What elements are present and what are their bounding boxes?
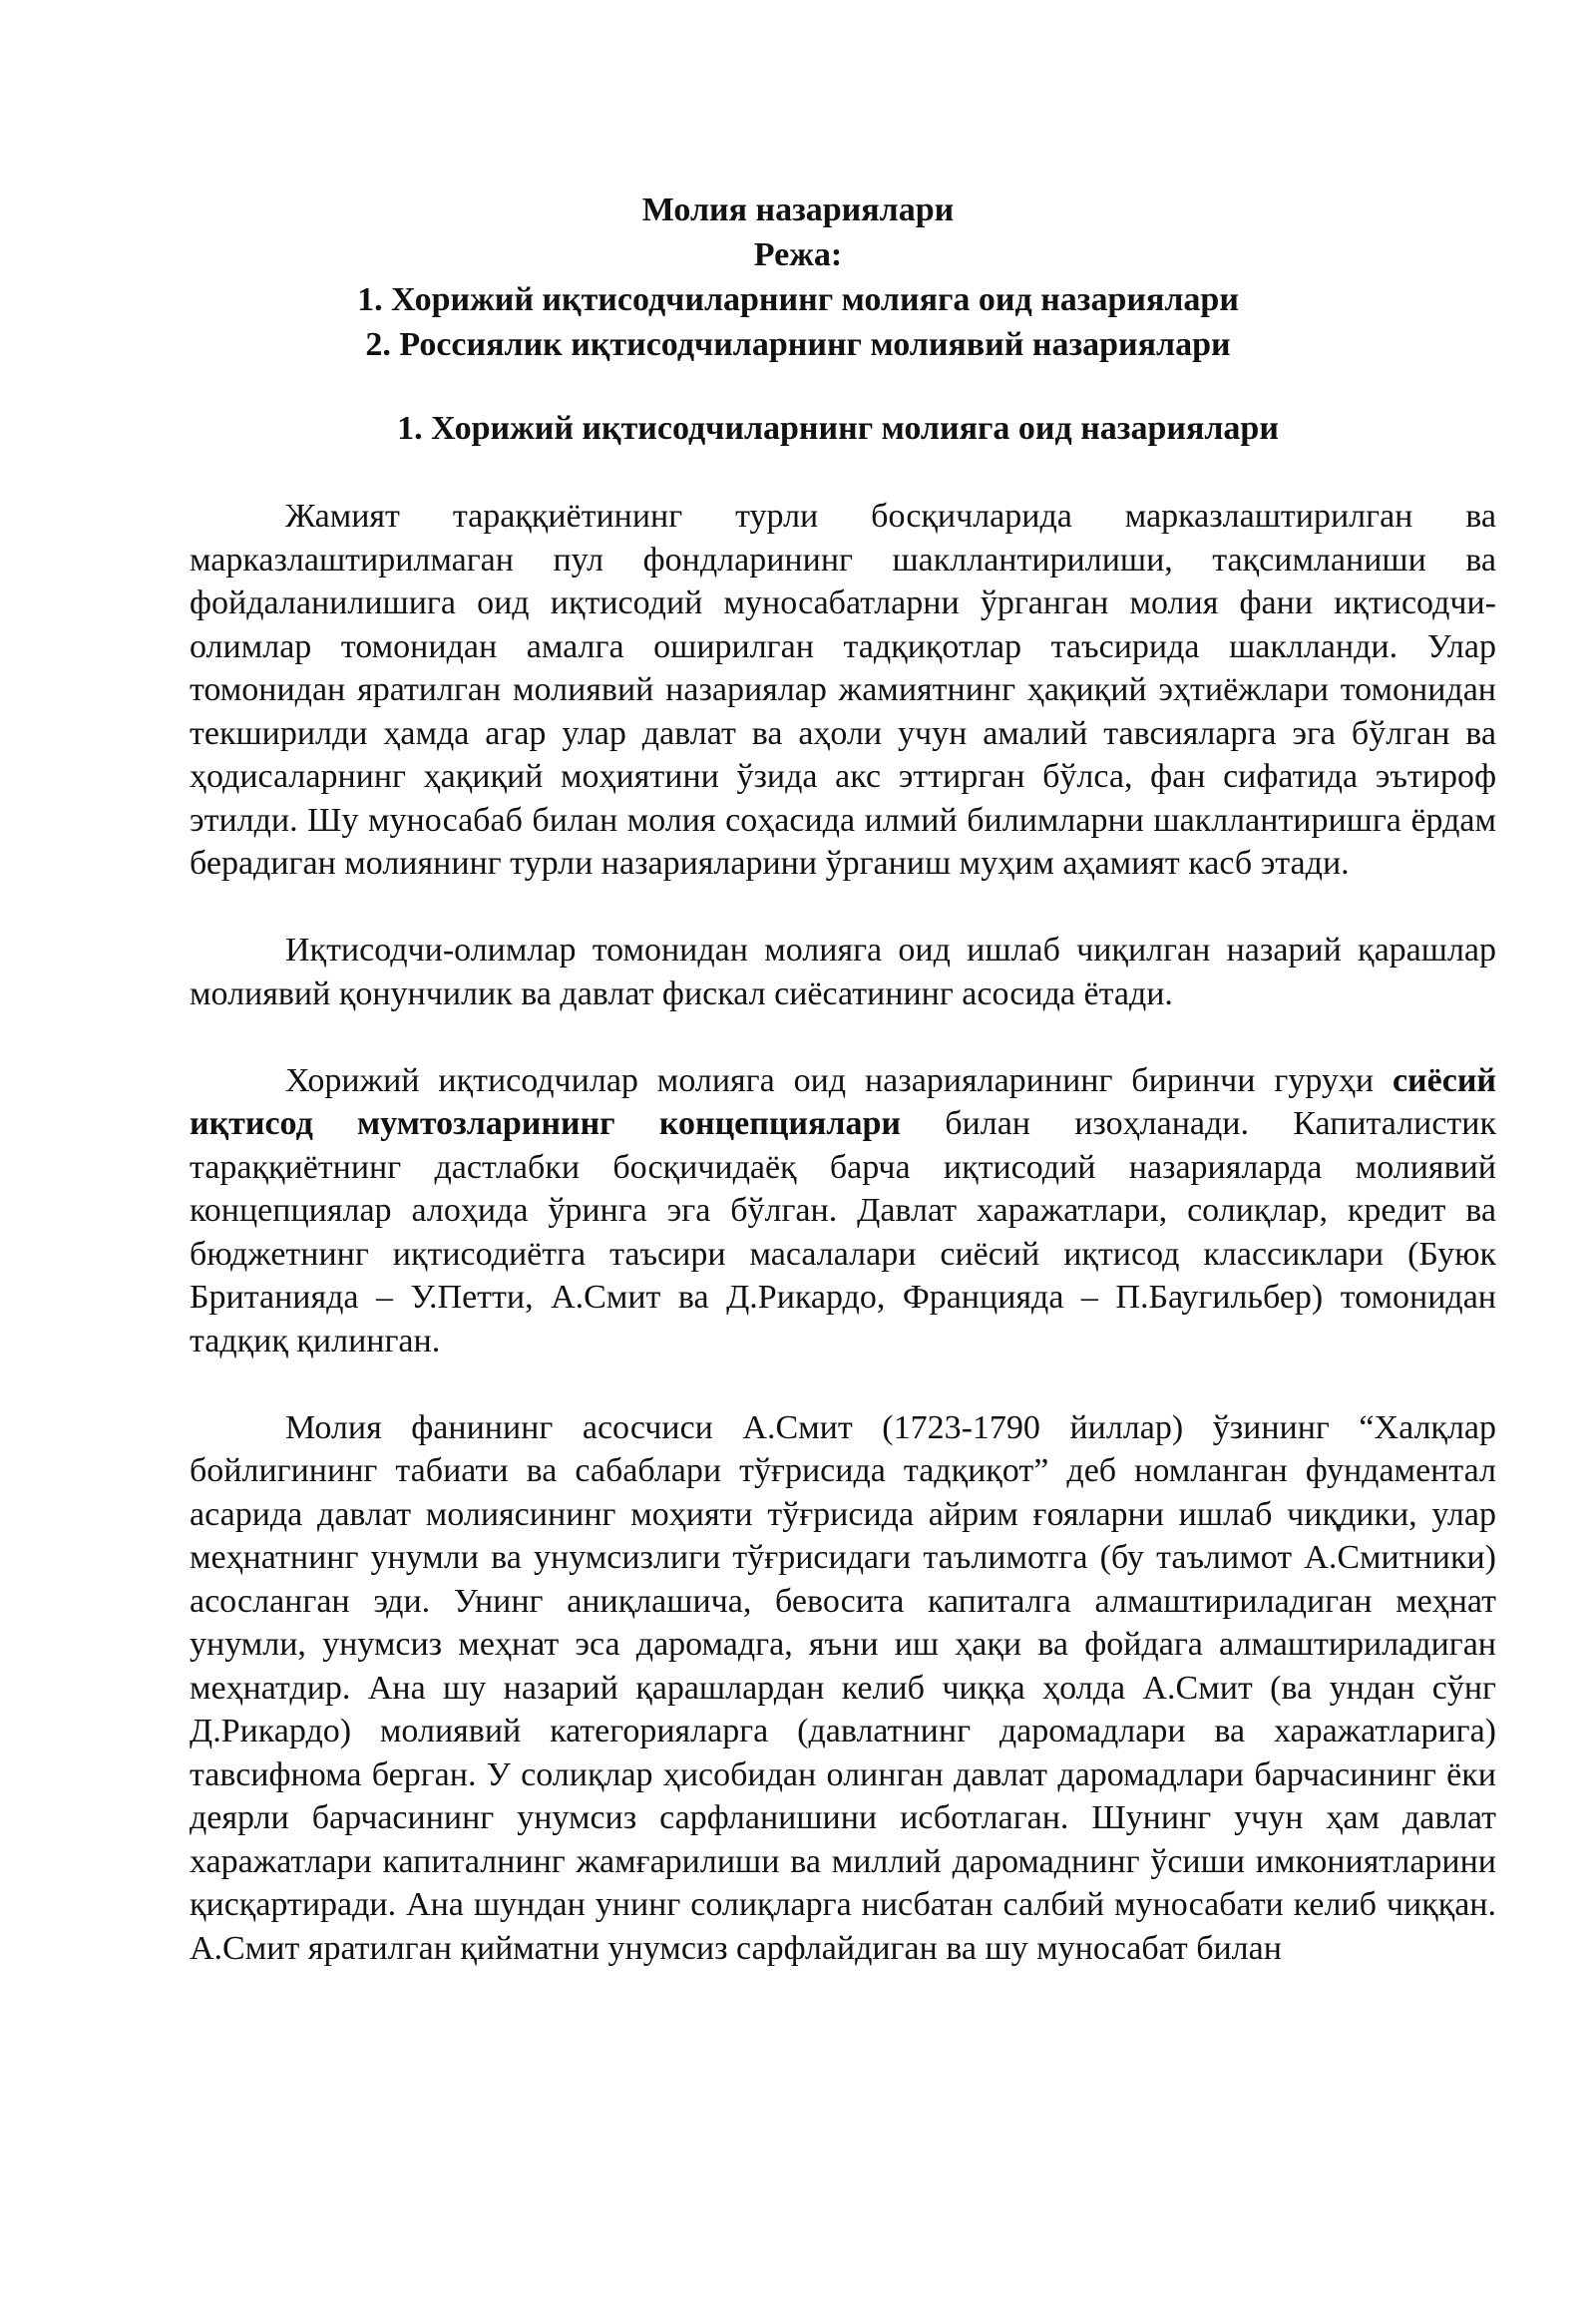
paragraph-2: Иқтисодчи-олимлар томонидан молияга оид ишлаб чиқилган назарий қарашлар молиявий қонунчилик ва давлат фискал сиёсатининг асосида ётади. bbox=[190, 932, 1496, 1012]
paragraph-3-end: билан изоҳланади. Капиталистик тараққиётнинг дастлабки босқичидаёқ барча иқтисодий назарияларда молиявий концепциялар алоҳида ўринга эга бўлган. Давлат харажатлари, солиқлар, кредит ва бюджетнинг иқтисодиётга таъсири масалалари сиёсий иқтисод классиклари (Буюк Британияда – У.Петти, А.Смит ва Д.Рикардо, Францияда – П.Баугильбер) томонидан тадқиқ қилинган. bbox=[190, 1105, 1497, 1359]
document-body bbox=[190, 495, 1496, 1970]
paragraph-3-bold-term: сиёсий иқтисод мумтозларининг концепциялари bbox=[190, 1061, 1496, 1142]
document-title: Молия назариялари bbox=[641, 192, 955, 228]
paragraph-3-start: Хорижий иқтисодчилар молияга оид назарияларининг биринчи гуруҳи bbox=[285, 1061, 1375, 1099]
paragraph-4: Молия фанининг асосчиси А.Смит (1723-1790 йиллар) ўзининг “Халқлар бойлигининг табиати ва сабаблари тўғрисида тадқиқот” деб номланган фундаментал асарида давлат молиясининг моҳияти тўғрисида айрим ғояларни ишлаб чиқдики, улар меҳнатнинг унумли ва унумсизлиги тўғрисидаги таълимотга (бу таълимот А.Смитники) асосланган эди. Унинг аниқлашича, бевосита капиталга алмаштириладиган меҳнат унумли, унумсиз меҳнат эса даромадга, яъни иш ҳақи ва фойдага алмаштириладиган меҳнатдир. Ана шу назарий қарашлардан келиб чиққа ҳолда А.Смит (ва ундан сўнг Д.Рикардо) молиявий категорияларга (давлатнинг даромадлари ва харажатларига) тавсифнома берган. У солиқлар ҳисобидан олинган давлат даромадлари барчасининг ёки деярли барчасининг унумсиз сарфланишини исботлаган. Шунинг учун ҳам давлат харажатлари капиталнинг жамғарилиши ва миллий даромаднинг ўсиши имкониятларини қисқартиради. Ана шундан унинг солиқларга нисбатан салбий муносабати келиб чиққан. А.Смит яратилган қийматни унумсиз сарфлайдиган ва шу муносабат билан bbox=[190, 1408, 1496, 1967]
plan-item-2: 2. Россиялик иқтисодчиларнинг молиявий назариялари bbox=[365, 326, 1231, 363]
paragraph-3 bbox=[190, 1059, 1496, 1363]
section-heading: 1. Хорижий иқтисодчиларнинг молияга оид назариялари bbox=[397, 410, 1279, 447]
document-header bbox=[190, 188, 1406, 367]
paragraph-1: Жамият тараққиётининг турли босқичларида марказлаштирилган ва марказлаштирилмаган пул фондларининг шакллантирилиши, тақсимланиши ва фойдаланилишига оид иқтисодий муносабатларни ўрганган молия фани иқтисодчи-олимлар томонидан амалга оширилган тадқиқотлар таъсирида шаклланди. Улар томонидан яратилган молиявий назариялар жамиятнинг ҳақиқий эҳтиёжлари томонидан текширилди ҳамда агар улар давлат ва аҳоли учун амалий тавсияларга эга бўлган ва ҳодисаларнинг ҳақиқий моҳиятини ўзида акс эттирган бўлса, фан сифатида эътироф этилди. Шу муносабаб билан молия соҳасида илмий билимларни шакллантиришга ёрдам берадиган молиянинг турли назарияларини ўрганиш муҳим аҳамият касб этади. bbox=[190, 498, 1496, 882]
plan-item-1: 1. Хорижий иқтисодчиларнинг молияга оид назариялари bbox=[357, 281, 1239, 318]
plan-label: Режа: bbox=[753, 236, 843, 273]
